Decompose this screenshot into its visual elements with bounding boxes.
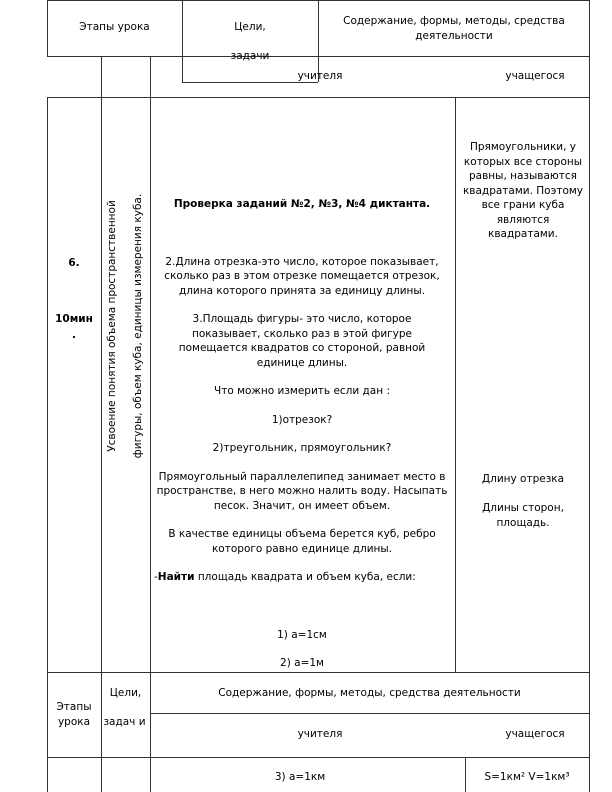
teacher-p3: Что можно измерить если дан :: [214, 385, 390, 397]
stage-duration: 10мин: [55, 313, 93, 325]
header2-stages: Этапы урока: [56, 701, 92, 728]
teacher-p1: 2.Длина отрезка-это число, которое показывает, сколько раз в этом отрезке помещается отрезок, длина которого принята за единицу длины.: [164, 255, 440, 297]
stage-goal-line2: фигуры, объем куба, единицы измерения куба.: [132, 193, 144, 459]
student-p2: Длину отрезка: [481, 473, 565, 485]
student-p3: Длины сторон, площадь.: [482, 502, 564, 529]
teacher-p4: 1)отрезок?: [271, 413, 333, 426]
teacher-p8: [154, 570, 450, 585]
teacher-p5: 2)треугольник, прямоугольник?: [212, 442, 392, 454]
header-teacher: учителя: [297, 70, 343, 82]
teacher-p7: В качестве единицы объема берется куб, ребро которого равно единице длины.: [168, 528, 436, 555]
find-rest: площадь квадрата и объем куба, если:: [194, 571, 416, 583]
student-p1: Прямоугольники, у которых все стороны равны, называются квадратами. Поэтому все грани куба являются квадратами.: [462, 141, 584, 240]
rule: [47, 97, 48, 792]
header2-goals-line2: задач и: [103, 716, 146, 728]
header2-content: Содержание, формы, методы, средства деятельности: [218, 687, 521, 699]
header-goals-line1: Цели,: [234, 21, 266, 33]
header2-student: учащегося: [505, 728, 565, 740]
stage-goal-line1: Усвоение понятия объема пространственной: [106, 200, 118, 452]
last-student: S=1км² V=1км³: [484, 771, 570, 783]
stage-goal-rotated: [99, 101, 151, 551]
rule: [455, 97, 456, 672]
teacher-p9: 1) a=1см: [277, 628, 327, 641]
rule: [182, 0, 183, 82]
teacher-content: [154, 197, 450, 671]
find-bold: Найти: [157, 571, 195, 583]
teacher-p6: Прямоугольный параллелепипед занимает место в пространстве, в него можно налить воду. Насыпать песок. Значит, он имеет объем.: [156, 470, 448, 512]
header2-goals-line1: Цели,: [109, 687, 142, 699]
teacher-heading: Проверка заданий №2, №3, №4 диктанта.: [173, 198, 431, 210]
header-content: Содержание, формы, методы, средства деятельности: [343, 15, 565, 42]
header-stages: Этапы урока: [79, 21, 150, 33]
rule: [47, 757, 589, 758]
rule: [589, 0, 590, 792]
last-teacher: 3) a=1км: [274, 771, 326, 783]
rule: [47, 97, 589, 98]
header2-teacher: учителя: [297, 728, 343, 740]
header-goals-line2: задачи: [230, 50, 270, 62]
rule: [150, 713, 589, 714]
teacher-p2: 3.Площадь фигуры- это число, которое показывает, сколько раз в этой фигуре помещается квадратов со стороной, равной единице длины.: [178, 313, 426, 369]
dash: -: [154, 571, 158, 583]
rule: [47, 672, 589, 673]
stage-number: 6.: [68, 257, 80, 269]
teacher-p10: 2) a=1м: [280, 657, 324, 669]
student-content: [462, 140, 584, 242]
header-student: учащегося: [505, 70, 565, 82]
stage-duration-dot: .: [72, 329, 76, 341]
